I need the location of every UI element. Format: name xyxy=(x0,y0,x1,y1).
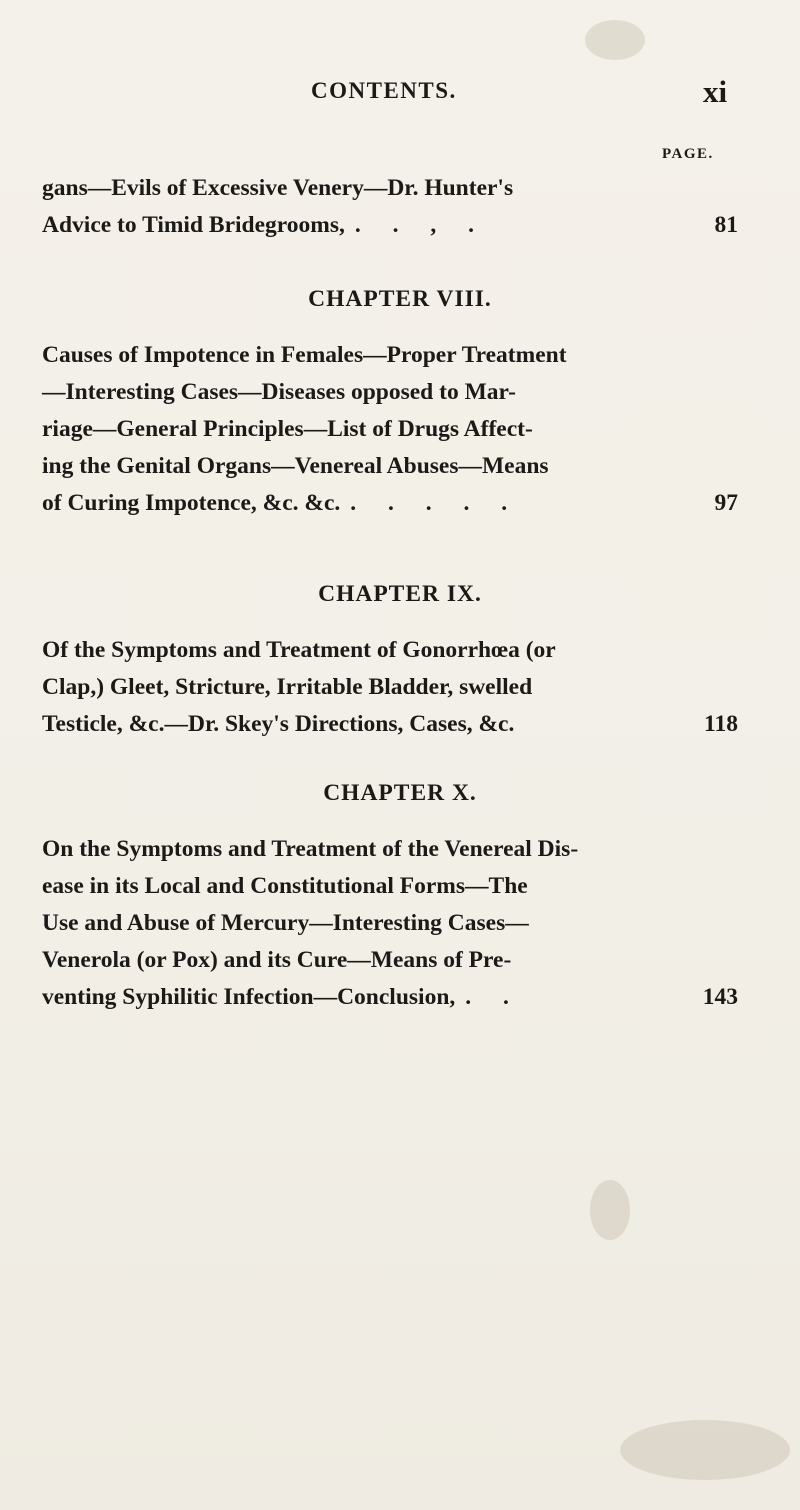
chapter-heading: CHAPTER VIII. xyxy=(308,286,492,312)
chapter-heading: CHAPTER IX. xyxy=(318,581,482,607)
entry-line: —Interesting Cases—Diseases opposed to Mar- xyxy=(42,379,516,405)
entry-page-number: 118 xyxy=(704,711,738,737)
entry-line: riage—General Principles—List of Drugs Affect- xyxy=(42,416,533,442)
dot-leader: . . , . xyxy=(354,212,488,238)
entry-line: of Curing Impotence, &c. &c. . . . . . 97 xyxy=(42,485,738,522)
entry-line: Use and Abuse of Mercury—Interesting Cases— xyxy=(42,910,529,936)
entry-line: venting Syphilitic Infection—Conclusion, . . 143 xyxy=(42,979,738,1016)
dot-leader xyxy=(514,706,698,743)
page-header xyxy=(0,74,800,118)
entry-page-number: 143 xyxy=(702,984,738,1010)
dot-leader: . . . . . xyxy=(350,490,521,516)
toc-entry xyxy=(42,170,738,244)
entry-line: ease in its Local and Constitutional Forms—The xyxy=(42,873,528,899)
page-column-label: PAGE. xyxy=(662,146,714,162)
entry-line: Venerola (or Pox) and its Cure—Means of Pre- xyxy=(42,947,512,973)
paper-stain xyxy=(620,1420,790,1480)
chapter-heading: CHAPTER X. xyxy=(323,780,477,806)
toc-entry xyxy=(42,632,738,743)
paper-stain xyxy=(585,20,645,60)
running-title: CONTENTS. xyxy=(311,78,457,103)
entry-page-number: 97 xyxy=(714,490,738,516)
page-number: xi xyxy=(703,74,728,109)
toc-entry xyxy=(42,831,738,1016)
paper-stain xyxy=(590,1180,630,1240)
entry-line: gans—Evils of Excessive Venery—Dr. Hunter's xyxy=(42,175,514,201)
entry-line: Advice to Timid Bridegrooms, . . , . 81 xyxy=(42,207,738,244)
entry-line: Testicle, &c.—Dr. Skey's Directions, Cases, &c. 118 xyxy=(42,706,738,743)
entry-line: Clap,) Gleet, Stricture, Irritable Bladder, swelled xyxy=(42,674,533,700)
entry-line: ing the Genital Organs—Venereal Abuses—Means xyxy=(42,453,549,479)
entry-page-number: 81 xyxy=(714,212,738,238)
entry-line: Causes of Impotence in Females—Proper Treatment xyxy=(42,342,567,368)
dot-leader: . . xyxy=(465,984,522,1010)
entry-line: Of the Symptoms and Treatment of Gonorrhœa (or xyxy=(42,637,556,663)
toc-entry xyxy=(42,337,738,522)
entry-line: On the Symptoms and Treatment of the Venereal Dis- xyxy=(42,836,579,862)
